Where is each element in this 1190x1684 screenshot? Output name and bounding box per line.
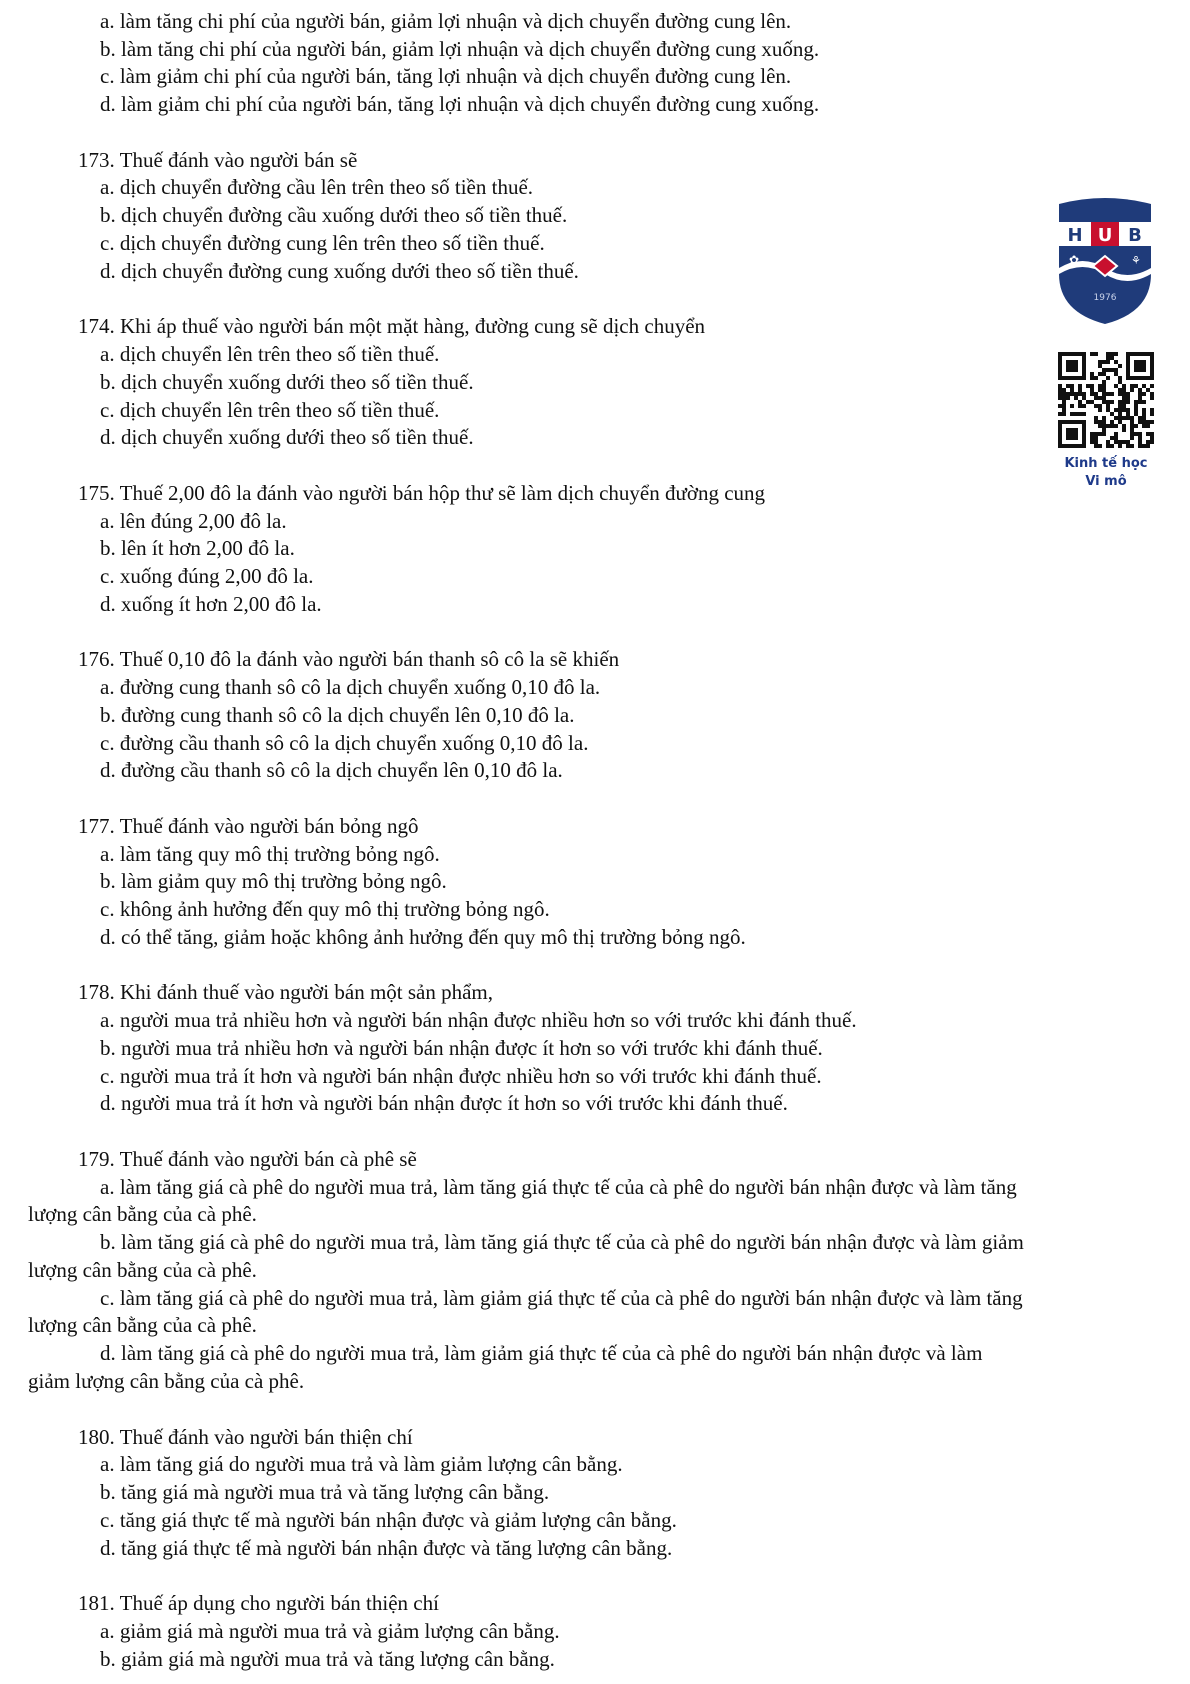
- answer-option: b. người mua trả nhiều hơn và người bán nhận được ít hơn so với trước khi đánh thuế.: [100, 1036, 823, 1060]
- hub-university-logo: [1055, 196, 1155, 326]
- answer-option: b. làm tăng giá cà phê do người mua trả, làm tăng giá thực tế của cà phê do người bán nhận được và làm giảm: [100, 1230, 1024, 1254]
- answer-option: b. đường cung thanh sô cô la dịch chuyển lên 0,10 đô la.: [100, 703, 575, 727]
- qr-code-image: [1058, 352, 1154, 448]
- answer-option: c. tăng giá thực tế mà người bán nhận được và giảm lượng cân bằng.: [100, 1508, 677, 1532]
- answer-option: lượng cân bằng của cà phê.: [28, 1258, 257, 1282]
- answer-option: b. dịch chuyển xuống dưới theo số tiền thuế.: [100, 370, 474, 394]
- logo-year: 1976: [1093, 293, 1117, 303]
- answer-option: lượng cân bằng của cà phê.: [28, 1313, 257, 1337]
- answer-option: c. đường cầu thanh sô cô la dịch chuyển xuống 0,10 đô la.: [100, 731, 589, 755]
- answer-option: c. làm giảm chi phí của người bán, tăng lợi nhuận và dịch chuyển đường cung lên.: [100, 64, 792, 88]
- answer-option: d. đường cầu thanh sô cô la dịch chuyển lên 0,10 đô la.: [100, 758, 563, 782]
- answer-option: d. có thể tăng, giảm hoặc không ảnh hưởng đến quy mô thị trường bỏng ngô.: [100, 925, 746, 949]
- answer-option: d. dịch chuyển đường cung xuống dưới theo số tiền thuế.: [100, 259, 579, 283]
- logo-letter-u: U: [1097, 225, 1113, 246]
- answer-option: giảm lượng cân bằng của cà phê.: [28, 1369, 305, 1393]
- answer-option: b. làm tăng chi phí của người bán, giảm lợi nhuận và dịch chuyển đường cung xuống.: [100, 37, 820, 61]
- answer-option: c. dịch chuyển lên trên theo số tiền thuế.: [100, 398, 440, 422]
- answer-option: b. tăng giá mà người mua trả và tăng lượng cân bằng.: [100, 1480, 550, 1504]
- answer-option: c. người mua trả ít hơn và người bán nhận được nhiều hơn so với trước khi đánh thuế.: [100, 1064, 822, 1088]
- logo-letter-h: H: [1067, 225, 1083, 246]
- answer-option: c. không ảnh hưởng đến quy mô thị trường bỏng ngô.: [100, 897, 550, 921]
- question-stem: 177. Thuế đánh vào người bán bỏng ngô: [78, 814, 419, 838]
- answer-option: a. người mua trả nhiều hơn và người bán nhận được nhiều hơn so với trước khi đánh thuế.: [100, 1008, 857, 1032]
- question-stem: 178. Khi đánh thuế vào người bán một sản phẩm,: [78, 980, 494, 1004]
- question-stem: 173. Thuế đánh vào người bán sẽ: [78, 148, 358, 172]
- answer-option: c. xuống đúng 2,00 đô la.: [100, 564, 314, 588]
- answer-option: a. dịch chuyển lên trên theo số tiền thuế.: [100, 342, 440, 366]
- question-stem: 179. Thuế đánh vào người bán cà phê sẽ: [78, 1147, 417, 1171]
- svg-text:⚘: ⚘: [1131, 254, 1141, 267]
- answer-option: d. người mua trả ít hơn và người bán nhận được ít hơn so với trước khi đánh thuế.: [100, 1091, 788, 1115]
- answer-option: a. làm tăng chi phí của người bán, giảm lợi nhuận và dịch chuyển đường cung lên.: [100, 9, 792, 33]
- logo-letter-b: B: [1128, 225, 1142, 246]
- answer-option: lượng cân bằng của cà phê.: [28, 1202, 257, 1226]
- question-stem: 176. Thuế 0,10 đô la đánh vào người bán thanh sô cô la sẽ khiến: [78, 647, 620, 671]
- answer-option: d. làm giảm chi phí của người bán, tăng lợi nhuận và dịch chuyển đường cung xuống.: [100, 92, 820, 116]
- answer-option: d. dịch chuyển xuống dưới theo số tiền thuế.: [100, 425, 474, 449]
- answer-option: a. làm tăng giá do người mua trả và làm giảm lượng cân bằng.: [100, 1452, 623, 1476]
- question-stem: 181. Thuế áp dụng cho người bán thiện chí: [78, 1591, 439, 1615]
- answer-option: b. lên ít hơn 2,00 đô la.: [100, 536, 295, 560]
- answer-option: a. lên đúng 2,00 đô la.: [100, 509, 287, 533]
- qr-caption-title: Kinh tế học: [1064, 456, 1148, 471]
- answer-option: c. làm tăng giá cà phê do người mua trả, làm giảm giá thực tế của cà phê do người bán nhận được và làm tăng: [100, 1286, 1023, 1310]
- answer-option: a. dịch chuyển đường cầu lên trên theo số tiền thuế.: [100, 175, 534, 199]
- answer-option: b. giảm giá mà người mua trả và tăng lượng cân bằng.: [100, 1647, 555, 1671]
- svg-text:✿: ✿: [1069, 253, 1080, 267]
- answer-option: b. dịch chuyển đường cầu xuống dưới theo số tiền thuế.: [100, 203, 568, 227]
- question-stem: 174. Khi áp thuế vào người bán một mặt hàng, đường cung sẽ dịch chuyển: [78, 314, 706, 338]
- question-stem: 175. Thuế 2,00 đô la đánh vào người bán hộp thư sẽ làm dịch chuyển đường cung: [78, 481, 766, 505]
- answer-option: b. làm giảm quy mô thị trường bỏng ngô.: [100, 869, 447, 893]
- answer-option: a. giảm giá mà người mua trả và giảm lượng cân bằng.: [100, 1619, 560, 1643]
- answer-option: a. làm tăng quy mô thị trường bỏng ngô.: [100, 842, 440, 866]
- qr-caption-subtitle: Vi mô: [1085, 474, 1127, 489]
- answer-option: d. tăng giá thực tế mà người bán nhận được và tăng lượng cân bằng.: [100, 1536, 673, 1560]
- answer-option: d. làm tăng giá cà phê do người mua trả, làm giảm giá thực tế của cà phê do người bán nhận được và làm: [100, 1341, 983, 1365]
- answer-option: a. đường cung thanh sô cô la dịch chuyển xuống 0,10 đô la.: [100, 675, 601, 699]
- question-stem: 180. Thuế đánh vào người bán thiện chí: [78, 1425, 413, 1449]
- answer-option: a. làm tăng giá cà phê do người mua trả, làm tăng giá thực tế của cà phê do người bán nhận được và làm tăng: [100, 1175, 1017, 1199]
- answer-option: d. xuống ít hơn 2,00 đô la.: [100, 592, 322, 616]
- answer-option: c. dịch chuyển đường cung lên trên theo số tiền thuế.: [100, 231, 545, 255]
